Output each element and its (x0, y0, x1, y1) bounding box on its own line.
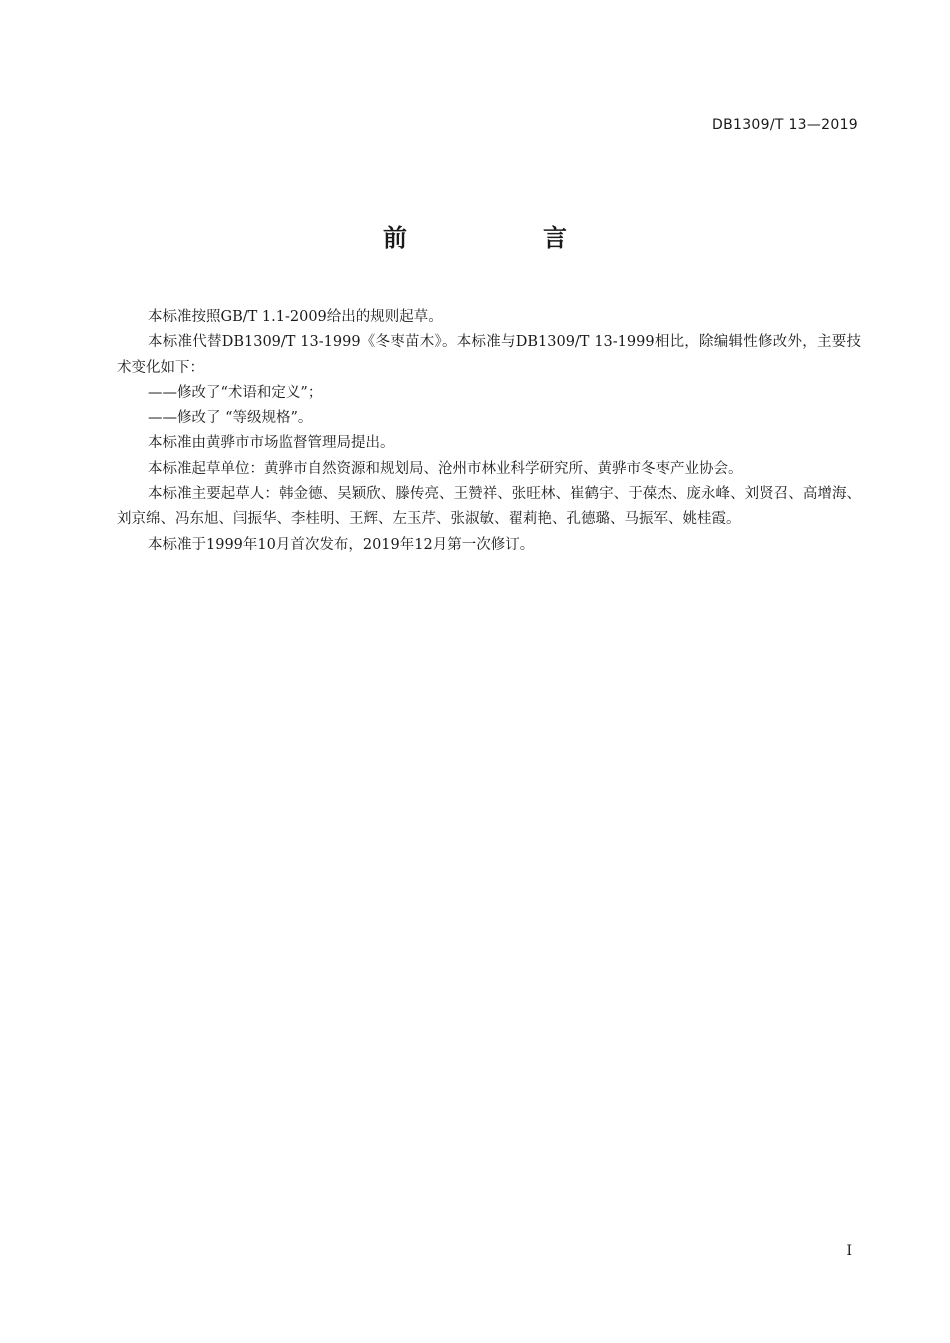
paragraph-change-terms: ——修改了“术语和定义”； (148, 384, 323, 401)
page-number: I (846, 1243, 852, 1259)
foreword-body (117, 305, 861, 558)
standard-code: DB1309/T 13—2019 (712, 117, 858, 133)
paragraph-drafting-rules: 本标准按照GB/T 1.1-2009给出的规则起草。 (148, 309, 443, 325)
paragraph-publication-history: 本标准于1999年10月首次发布，2019年12月第一次修订。 (148, 536, 535, 553)
paragraph-drafting-units: 本标准起草单位：黄骅市自然资源和规划局、沧州市林业科学研究所、黄骅市冬枣产业协会。 (148, 460, 743, 477)
paragraph-drafters: 本标准主要起草人：韩金德、吴颖欣、滕传亮、王赞祥、张旺林、崔鹤宇、于葆杰、庞永峰、刘贤召、高增海、刘京绵、冯东旭、闫振华、李桂明、王辉、左玉芹、张淑敏、翟莉艳、孔德璐、马振军、姚桂霞。 (117, 486, 861, 528)
paragraph-change-grades: ——修改了 “等级规格”。 (148, 410, 313, 427)
paragraph-proposer: 本标准由黄骅市市场监督管理局提出。 (148, 435, 395, 452)
paragraph-replacement: 本标准代替DB1309/T 13-1999《冬枣苗木》。本标准与DB1309/T 13-1999相比，除编辑性修改外，主要技术变化如下： (117, 334, 861, 376)
page-title: 前 言 (383, 224, 623, 252)
